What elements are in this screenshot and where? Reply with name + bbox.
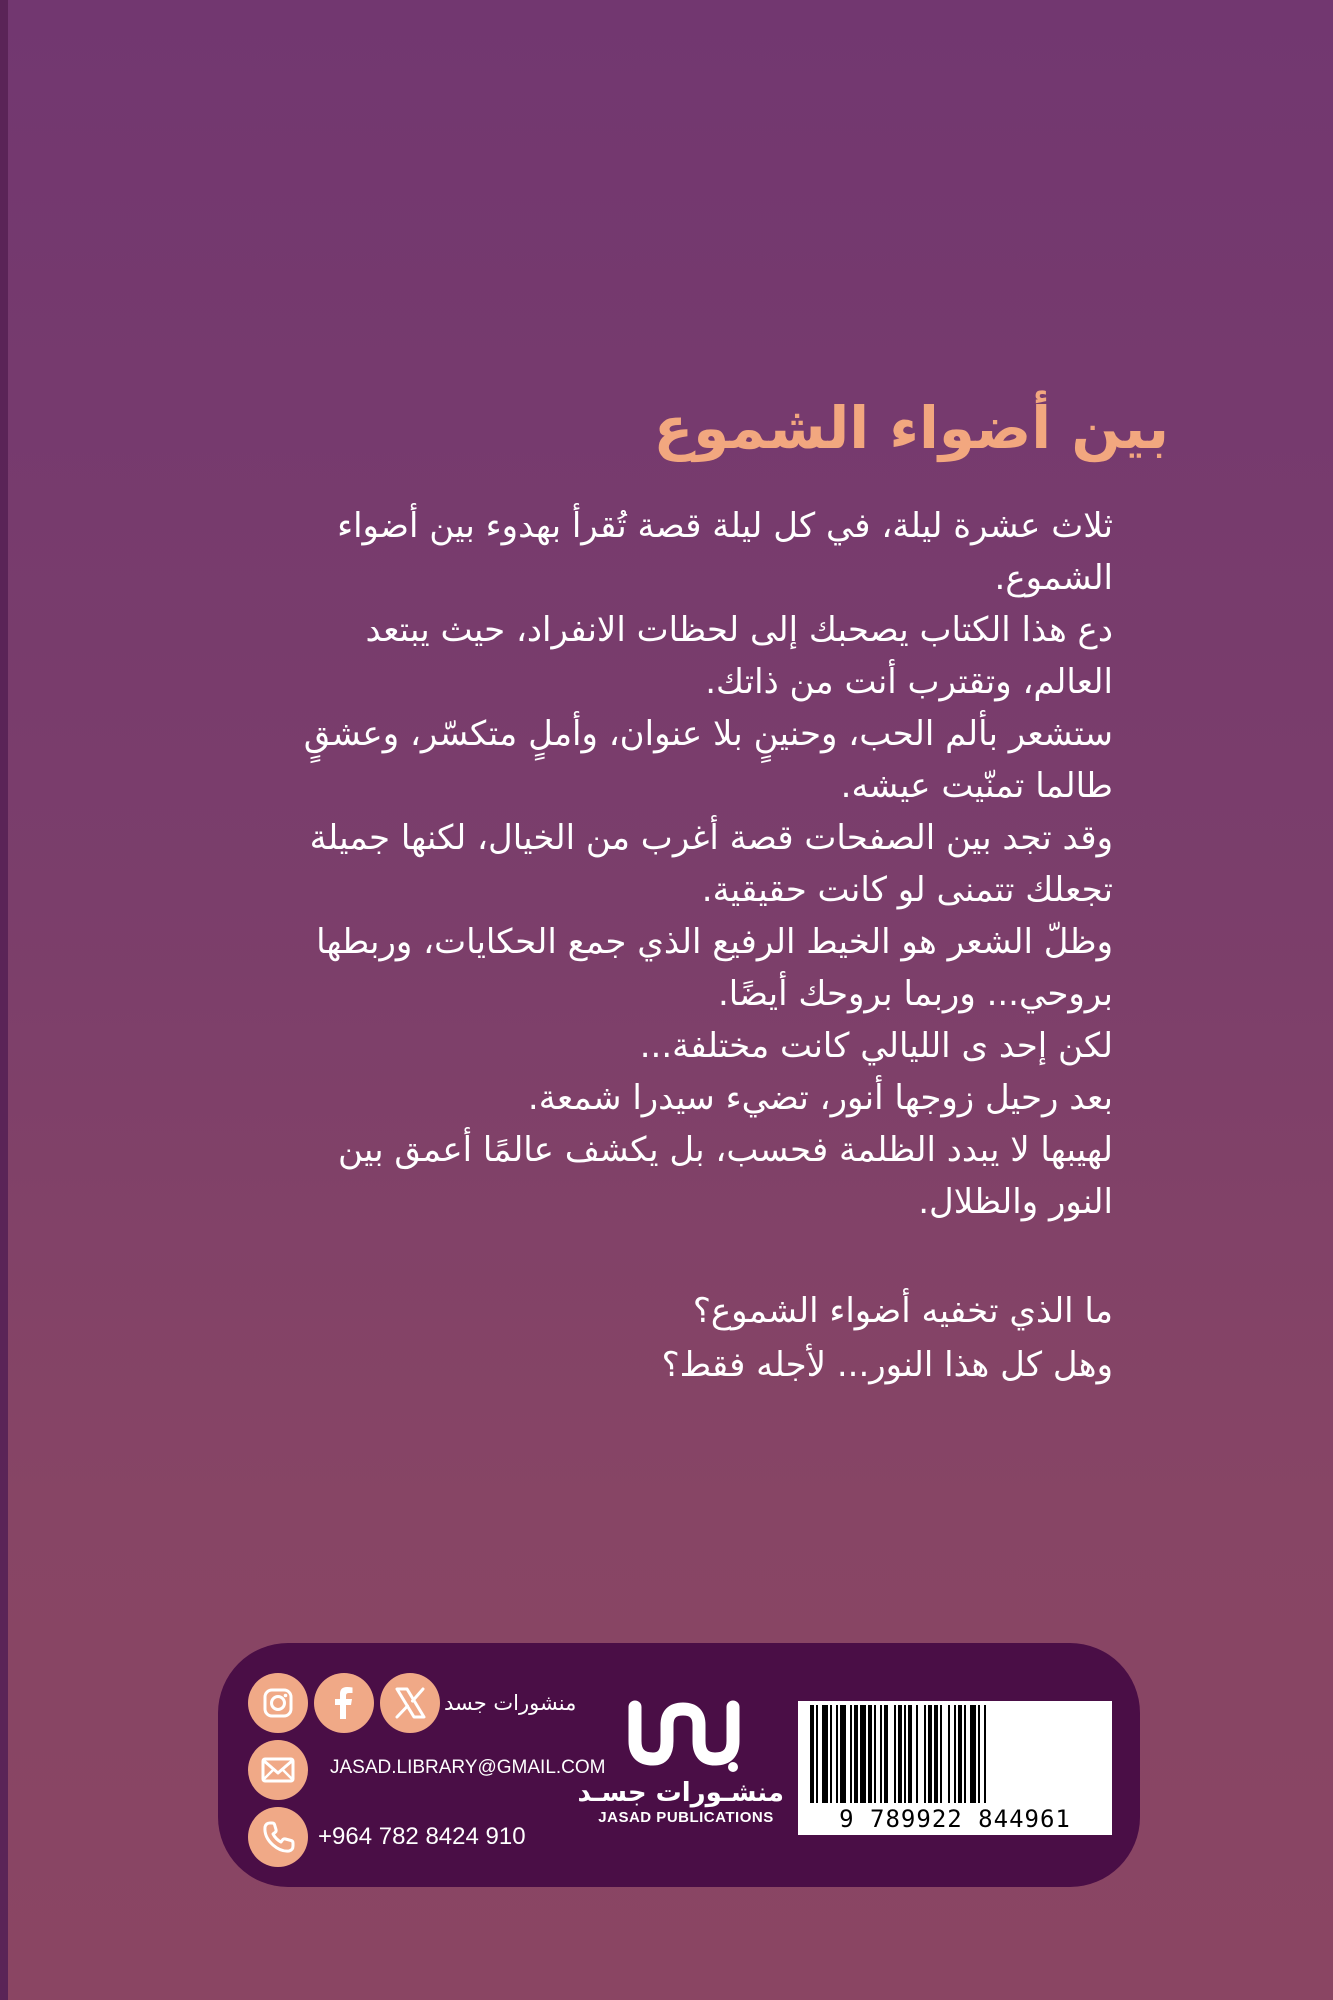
isbn-barcode [798,1701,1112,1835]
publisher-name-english: JASAD PUBLICATIONS [598,1809,774,1826]
blurb-line: دع هذا الكتاب يصحبك إلى لحظات الانفراد، حيث يبتعد [365,610,1113,650]
spine-edge [0,0,8,2000]
blurb-line: طالما تمنّيت عيشه. [840,766,1113,806]
jasad-logo-mark [621,1695,751,1773]
blurb-line: الشموع. [994,558,1113,598]
blurb-line: ثلاث عشرة ليلة، في كل ليلة قصة تُقرأ بهدوء بين أضواء [337,506,1113,546]
instagram-icon[interactable] [248,1673,308,1733]
blurb-line: العالم، وتقترب أنت من ذاتك. [705,662,1113,702]
blurb [213,500,1113,1228]
blurb-line: تجعلك تتمنى لو كانت حقيقية. [701,870,1113,910]
social-handle: منشورات جسد [444,1691,577,1715]
blurb-line: بعد رحيل زوجها أنور، تضيء سيدرا شمعة. [527,1078,1113,1118]
publisher-name-arabic: منشـورات جسـد [577,1778,784,1808]
phone-number[interactable]: +964 782 8424 910 [318,1823,526,1850]
blurb-line: ستشعر بألم الحب، وحنينٍ بلا عنوان، وأملٍ متكسّر، وعشقٍ [303,714,1113,754]
blurb-line: لكن إحد ى الليالي كانت مختلفة... [639,1026,1113,1066]
blurb-line: بروحي... وربما بروحك أيضًا. [717,974,1113,1014]
mail-icon[interactable] [248,1740,308,1800]
book-title: بين أضواء الشموع [653,394,1169,462]
closing-questions [213,1284,1113,1392]
email-address[interactable]: JASAD.LIBRARY@GMAIL.COM [330,1757,606,1778]
question-line: وهل كل هذا النور... لأجله فقط؟ [661,1345,1113,1385]
blurb-line: لهيبها لا يبدد الظلمة فحسب، بل يكشف عالمًا أعمق بين [337,1130,1113,1170]
question-line: ما الذي تخفيه أضواء الشموع؟ [692,1291,1113,1331]
publisher-logo [577,1695,784,1845]
blurb-line: وظلّ الشعر هو الخيط الرفيع الذي جمع الحكايات، وربطها [316,922,1113,962]
barcode-bars [798,1701,1112,1807]
facebook-icon[interactable] [314,1673,374,1733]
blurb-line: النور والظلال. [918,1182,1113,1222]
blurb-line: وقد تجد بين الصفحات قصة أغرب من الخيال، لكنها جميلة [309,818,1113,858]
isbn-number: 9 789922 844961 [839,1805,1071,1833]
x-icon[interactable] [380,1673,440,1733]
publisher-info-box [218,1643,1140,1887]
phone-icon[interactable] [248,1807,308,1867]
